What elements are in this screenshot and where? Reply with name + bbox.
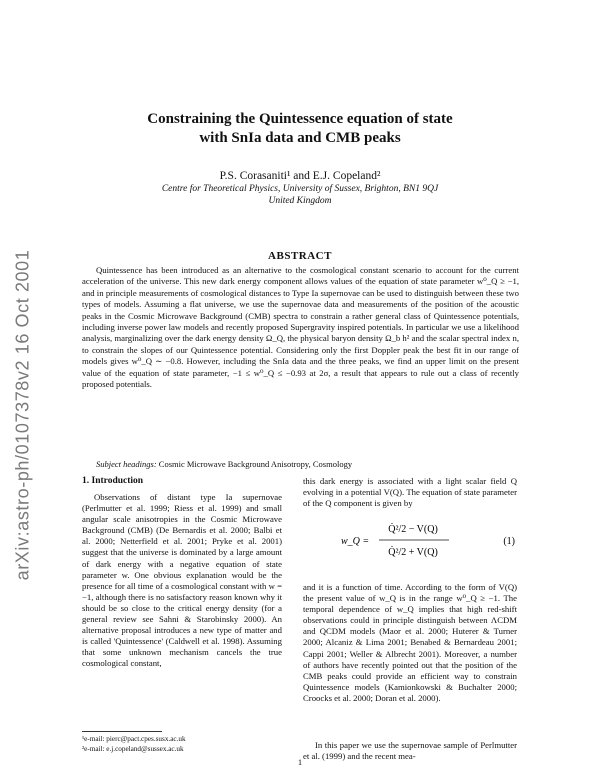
affiliation xyxy=(80,183,520,207)
affiliation-line-2: United Kingdom xyxy=(268,196,332,206)
arxiv-stamp-text: arXiv:astro-ph/0107378v2 16 Oct 2001 xyxy=(12,249,33,581)
footnote-1: ¹e-mail: pierc@pact.cpes.susx.ac.uk xyxy=(82,735,186,743)
equation-lhs: w_Q = xyxy=(341,536,370,547)
subject-label: Subject headings: xyxy=(96,459,157,469)
affiliation-line-1: Centre for Theoretical Physics, University of Sussex, Brighton, BN1 9QJ xyxy=(161,184,439,194)
column-1-text: Observations of distant type Ia supernovae (Perlmutter et al. 1999; Riess et al. 1999) and small angular scale anisotropies in the Cosmic Microwave Background (CMB) (De Bernardis et al. 2000; Balbi et al. 2000; Netterfield et al. 2001; Pryke et al. 2001) suggest that the universe is dominated by a large amount of dark energy with a negative equation of state parameter w. One obvious explanation would be the presence for all time of a cosmological constant with w = −1, although there is no satisfactory reason known why it should be so close to the critical energy density (for a general review see Sahni & Starobinsky 2000). An alternative proposal introduces a new type of matter and is called 'Quintessence' (Caldwell et al. 1998). Assuming that some unknown mechanism cancels the true cosmological constant, xyxy=(82,492,282,669)
column-2-intro: this dark energy is associated with a light scalar field Q evolving in a potential V(Q). The equation of state parameter of the Q component is given by xyxy=(303,476,517,509)
footnote-rule xyxy=(82,731,162,732)
subject-text: Cosmic Microwave Background Anisotropy, Cosmology xyxy=(158,459,353,469)
title-line-1: Constraining the Quintessence equation of state xyxy=(147,111,453,127)
equation-numerator: Q̇²/2 − V(Q) xyxy=(388,524,438,535)
footnote-2: ²e-mail: e.j.copeland@sussex.ac.uk xyxy=(82,745,184,753)
subject-headings xyxy=(96,459,516,469)
page-number: 1 xyxy=(297,757,303,767)
abstract-text: Quintessence has been introduced as an alternative to the cosmological constant scenario to account for the current acceleration of the universe. This new dark energy component allows values of the equation of state parameter w⁰_Q ≥ −1, and in principle measurements of cosmological distances to Type Ia supernovae can be used to distinguish between these two types of models. Assuming a flat universe, we use the supernovae data and measurements of the position of the acoustic peaks in the Cosmic Microwave Background (CMB) spectra to constrain a rather general class of Quintessence potentials, including inverse power law models and recently proposed Supergravity inspired potentials. In particular we use a likelihood analysis, marginalizing over the dark energy density Ω_Q, the physical baryon density Ω_b h² and the scalar spectral index n, to constrain the slopes of our Quintessence potential. Considering only the first Doppler peak the best fit in our range of models gives w⁰_Q ∼ −0.8. However, including the SnIa data and the three peaks, we find an upper limit on the present value of the equation of state parameter, −1 ≤ w⁰_Q ≤ −0.93 at 2σ, a result that appears to rule out a class of recently proposed potentials. xyxy=(82,265,519,390)
title-line-2: with SnIa data and CMB peaks xyxy=(199,130,401,146)
equation-number: (1) xyxy=(503,536,515,547)
authors: P.S. Corasaniti¹ and E.J. Copeland² xyxy=(219,170,381,182)
equation-denominator: Q̇²/2 + V(Q) xyxy=(388,547,438,558)
column-2-last-line: In this paper we use the supernovae sample of Perlmutter et al. (1999) and the recent mea- xyxy=(303,740,517,762)
equation-1 xyxy=(303,508,517,570)
abstract-heading: ABSTRACT xyxy=(268,250,332,262)
column-2-text: and it is a function of time. According to the form of V(Q) the present value of w_Q is in the range w⁰_Q ≥ −1. The temporal dependence of w_Q implies that high red-shift observations could in principle distinguish between ΛCDM and QCDM models (Maor et al. 2000; Huterer & Turner 2000; Alcaniz & Lima 2001; Benabed & Bernardeau 2001; Cappi 2001; Weller & Albrecht 2001). Moreover, a number of authors have recently pointed out that the position of the CMB peaks could provide an efficient way to constrain Quintessence models (Kamionkowski & Buchalter 2000; Croocks et al. 2000; Doran et al. 2000). xyxy=(303,582,517,703)
arxiv-stamp xyxy=(8,205,38,625)
section-heading: 1. Introduction xyxy=(82,476,144,486)
equation-svg xyxy=(303,508,517,570)
paper-title xyxy=(80,110,520,148)
